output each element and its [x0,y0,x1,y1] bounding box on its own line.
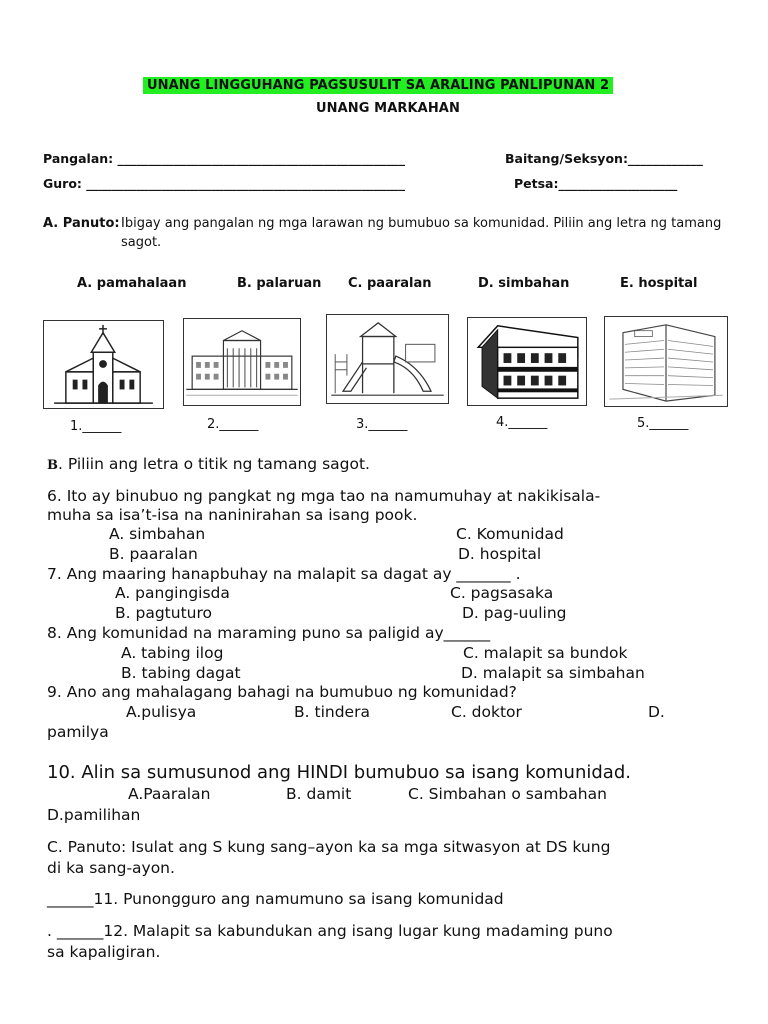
question-12-line2: sa kapaligiran. [47,943,161,961]
part-c-instructions-line2: di ka sang-ayon. [47,859,175,877]
q9-option-d: D. [648,703,665,721]
answer-blank-4[interactable]: 4.______ [496,415,548,430]
part-b-label: B [47,458,58,473]
page-subtitle: UNANG MARKAHAN [316,101,460,116]
part-b-text: . Piliin ang letra o titik ng tamang sagot. [58,455,370,473]
q8-option-b: B. tabing dagat [121,664,241,682]
part-b-instructions [47,455,370,476]
hospital-building-icon [604,316,728,407]
part-a-instructions [43,214,723,252]
q6-option-b: B. paaralan [109,545,198,563]
q7-option-b: B. pagtuturo [115,604,212,622]
answer-blank-3[interactable]: 3.______ [356,417,408,432]
part-a-text-line2: sagot. [121,235,162,250]
church-icon [43,320,164,409]
q7-option-a: A. pangingisda [115,584,230,602]
date-field: Petsa:___________________ [514,176,678,191]
question-9: 9. Ano ang mahalagang bahagi na bumubuo ng komunidad? [47,683,517,701]
q9-option-a: A.pulisya [126,703,197,721]
choice-a: A. pamahalaan [77,276,187,291]
question-8: 8. Ang komunidad na maraming puno sa paligid ay______ [47,624,491,642]
question-10: 10. Alin sa sumusunod ang HINDI bumubuo sa isang komunidad. [47,762,631,783]
choice-b: B. palaruan [237,276,322,291]
playground-icon [326,314,449,404]
q10-option-d: D.pamilihan [47,806,141,824]
q6-option-c: C. Komunidad [456,525,564,543]
question-7: 7. Ang maaring hanapbuhay na malapit sa dagat ay _______ . [47,565,521,583]
q8-option-c: C. malapit sa bundok [463,644,628,662]
q7-option-c: C. pagsasaka [450,584,554,602]
answer-blank-1[interactable]: 1.______ [70,419,122,434]
q6-option-a: A. simbahan [109,525,206,543]
choice-c: C. paaralan [348,276,432,291]
government-building-icon [183,318,301,406]
q10-option-b: B. damit [286,785,352,803]
part-a-label: A. Panuto: [43,216,120,231]
q10-option-a: A.Paaralan [128,785,211,803]
question-12-line1: . ______12. Malapit sa kabundukan ang isang lugar kung madaming puno [47,922,613,940]
part-a-text-line1: Ibigay ang pangalan ng mga larawan ng bumubuo sa komunidad. Piliin ang letra ng tamang [121,216,722,231]
school-building-icon [467,317,587,406]
name-field: Pangalan: ______________________________________________ [43,151,406,166]
question-11: ______11. Punongguro ang namumuno sa isang komunidad [47,890,504,908]
q8-option-d: D. malapit sa simbahan [461,664,645,682]
question-6-line1: 6. Ito ay binubuo ng pangkat ng mga tao na namumuhay at nakikisala- [47,487,601,505]
question-6-line2: muha sa isa’t-isa na naninirahan sa isang pook. [47,506,418,524]
grade-section-field: Baitang/Seksyon:____________ [505,151,703,166]
part-c-instructions-line1: C. Panuto: Isulat ang S kung sang–ayon ka sa mga sitwasyon at DS kung [47,838,611,856]
q9-option-b: B. tindera [294,703,370,721]
q10-option-c: C. Simbahan o sambahan [408,785,607,803]
teacher-field: Guro: ___________________________________________________ [43,176,406,191]
choice-e: E. hospital [620,276,698,291]
choice-d: D. simbahan [478,276,570,291]
q9-option-c: C. doktor [451,703,522,721]
q8-option-a: A. tabing ilog [121,644,224,662]
page-title: UNANG LINGGUHANG PAGSUSULIT SA ARALING PANLIPUNAN 2 [143,77,613,94]
q6-option-d: D. hospital [458,545,542,563]
q7-option-d: D. pag-uuling [462,604,567,622]
q9-option-d-text: pamilya [47,723,109,741]
answer-blank-5[interactable]: 5.______ [637,416,689,431]
answer-blank-2[interactable]: 2.______ [207,417,259,432]
